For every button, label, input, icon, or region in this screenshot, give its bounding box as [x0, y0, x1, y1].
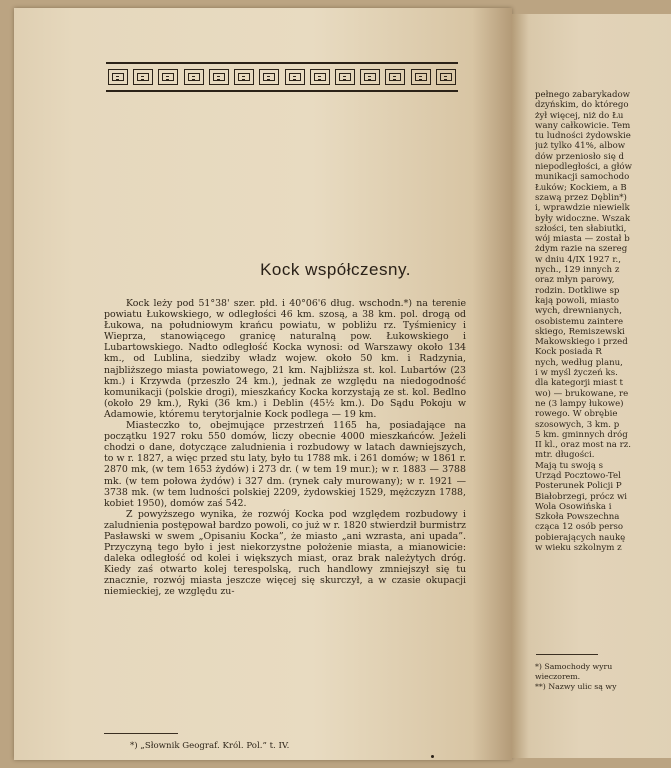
- footnotes-right: [535, 662, 617, 692]
- right-page-line: skiego, Remiszewski: [535, 326, 625, 337]
- right-page-line: i, wprawdzie niewielk: [535, 203, 630, 214]
- right-page-line: wany całkowicie. Tem: [535, 120, 631, 131]
- right-page-line: tu ludności żydowskie: [535, 131, 631, 142]
- right-page-line: Szkoła Powszechna: [535, 512, 620, 523]
- right-page-line: dzyńskim, do którego: [535, 100, 629, 111]
- right-footnote-line: wieczorem.: [535, 672, 581, 681]
- right-page-line: cząca 12 osób perso: [535, 522, 624, 533]
- right-page-line: kają powoli, miasto: [535, 295, 620, 306]
- ornament-tile: [335, 69, 355, 85]
- ornament-tile: [133, 69, 153, 85]
- right-page-line: dów przeniosło się d: [535, 151, 625, 162]
- ink-speck: [431, 755, 434, 758]
- right-page-line: szawą przez Dęblin*): [535, 192, 627, 203]
- footnote-rule: [104, 733, 178, 734]
- chapter-title: Kock współczesny.: [260, 260, 411, 279]
- right-page-line: Wola Osowińska i: [535, 501, 612, 512]
- right-page-line: już tylko 41%, albow: [535, 141, 626, 152]
- right-page-line: munikacji samochodo: [535, 172, 630, 183]
- right-page-line: 5 km. gminnych dróg: [535, 429, 628, 440]
- right-page-line: pełnego zabarykadow: [535, 90, 631, 100]
- right-page-line: mtr. długości.: [535, 450, 595, 461]
- right-page-line: i w myśl życzeń ks.: [535, 368, 618, 379]
- footnote-left: *) „Słownik Geograf. Król. Pol.” t. IV.: [130, 741, 290, 751]
- right-page-line: pobierających naukę: [535, 532, 626, 543]
- ornament-rule-top: [106, 62, 458, 64]
- right-page-line: dla kategorji miast t: [535, 378, 623, 389]
- right-footnote-line: *) Samochody wyru: [535, 662, 613, 671]
- ornament-tile: [209, 69, 229, 85]
- ornament-tile: [259, 69, 279, 85]
- ornament-tile: [360, 69, 380, 85]
- right-page-line: ne (3 lampy łukowe): [535, 398, 624, 409]
- ornament-tile: [310, 69, 330, 85]
- right-page-line: Białobrzegi, prócz wi: [535, 491, 628, 502]
- right-page-line: II kl., oraz most na rz.: [535, 440, 632, 451]
- ornament-tile: [158, 69, 178, 85]
- ornament-rule-bottom: [106, 90, 458, 92]
- right-page-line: Łuków; Kockiem, a B: [535, 182, 627, 193]
- right-page-line: Posterunek Policji P: [535, 481, 622, 492]
- right-page-line: żdym razie na szereg: [535, 244, 628, 255]
- left-page-body: [104, 298, 466, 598]
- ornament-tile: [385, 69, 405, 85]
- ornament-row: [106, 69, 458, 85]
- right-page-line: nych, według planu,: [535, 357, 623, 368]
- right-page-line: osobistemu zaintere: [535, 316, 624, 327]
- ornament-tile: [411, 69, 431, 85]
- ornament-tile: [436, 69, 456, 85]
- right-page-line: szosowych, 3 km. p: [535, 419, 620, 430]
- right-page-line: rowego. W obrębie: [535, 409, 618, 420]
- right-page-line: w dniu 4/IX 1927 r.,: [535, 254, 621, 265]
- right-page-line: Kock posiada R: [535, 347, 602, 358]
- right-page-line: wych, drewnianych,: [535, 306, 622, 317]
- right-page-line: Urząd Pocztowo-Tel: [535, 470, 621, 481]
- right-page-line: rodzin. Dotkliwe sp: [535, 285, 620, 296]
- right-page-line: nych., 129 innych z: [535, 265, 620, 276]
- right-page-line: były widoczne. Wszak: [535, 213, 631, 224]
- ornament-tile: [184, 69, 204, 85]
- ornament-tile: [108, 69, 128, 85]
- right-page-body: [535, 90, 671, 553]
- paragraph-development: Z powyższego wynika, że rozwój Kocka pod względem rozbudowy i zaludnienia postępował bardzo powoli, co już w r. 1820 stwierdził burmistrz Pasławski w swem „Opisaniu Kocka”, że miasto „ani wzrasta, ani upada”. Przyczyną tego było i jest niekorzystne położenie miasta, a mianowicie: daleka odległość od kolei i większych miast, oraz brak należytych dróg. Kiedy zaś otwarto kolej terespolską, ruch handlowy zmniejszył się tu znacznie, rozwój miasta jeszcze więcej się skurczył, a w czasie okupacji niemieckiej, ze względu zu-: [104, 508, 466, 598]
- right-page-line: Makowskiego i przed: [535, 337, 628, 348]
- right-page-line: wo) — brukowane, re: [535, 388, 629, 399]
- decorative-header-band: [106, 62, 458, 92]
- paragraph-location: Kock leży pod 51°38' szer. płd. i 40°06'6 dług. wschodn.*) na terenie powiatu Łukowskiego, w odległości 46 km. szosą, a 38 km. pol. drogą od Łukowa, na południowym krańcu powiatu, w pobliżu rz. Tyśmienicy i Wieprza, stanowiącego granicę naturalną pow. Łukowskiego i Lubartowskiego. Nadto odległość Kocka wynosi: od Warszawy około 134 km., od Lublina, siedziby władz wojew. około 50 km. i Radzynia, najbliższego miasta powiatowego, 21 km. Najbliższa st. kol. Lubartów (23 km.) i Krzywda (przeszło 24 km.), jednak ze względu na niedogodność komunikacji (polskie drogi), mieszkańcy Kocka korzystają ze st. kol. Bedlno (około 29 km.), Ryki (36 km.) i Deblin (45½ km.). Do Sądu Pokoju w Adamowie, któremu terytorjalnie Kock podlega — 19 km.: [104, 298, 466, 420]
- ornament-tile: [234, 69, 254, 85]
- paragraph-population: Miasteczko to, obejmujące przestrzeń 1165 ha, posiadające na początku 1927 roku 550 domów, liczy obecnie 4000 mieszkańców. Jeżeli chodzi o dane, dotyczące zaludnienia i rozbudowy w latach dawniejszych, to w r. 1827, a więc przed stu laty, było tu 1788 mk. i 261 domów; w 1861 r. 2870 mk, (w tem 1653 żydów) i 273 dr. ( w tem 19 mur.); w r. 1883 — 3788 mk. (w tem połowa żydów) i 327 dm. (rynek cały murowany); w r. 1921 — 3738 mk. (w tem ludności polskiej 2209, żydowskiej 1529, mężczyzn 1788, kobiet 1950), domów zaś 542.: [104, 420, 466, 509]
- right-page-line: oraz młyn parowy,: [535, 275, 615, 286]
- right-page-line: szłości, ten słabiutki,: [535, 223, 627, 234]
- ornament-tile: [285, 69, 305, 85]
- right-page-line: Mają tu swoją s: [535, 460, 604, 471]
- right-page-line: w wieku szkolnym z: [535, 543, 622, 554]
- right-footnote-line: **) Nazwy ulic są wy: [535, 682, 617, 691]
- footnote-rule-right: [536, 654, 598, 655]
- right-page-line: żył więcej, niż do Łu: [535, 110, 624, 121]
- right-page-line: niepodległości, a głów: [535, 162, 632, 173]
- right-page-line: wój miasta — został b: [535, 234, 630, 245]
